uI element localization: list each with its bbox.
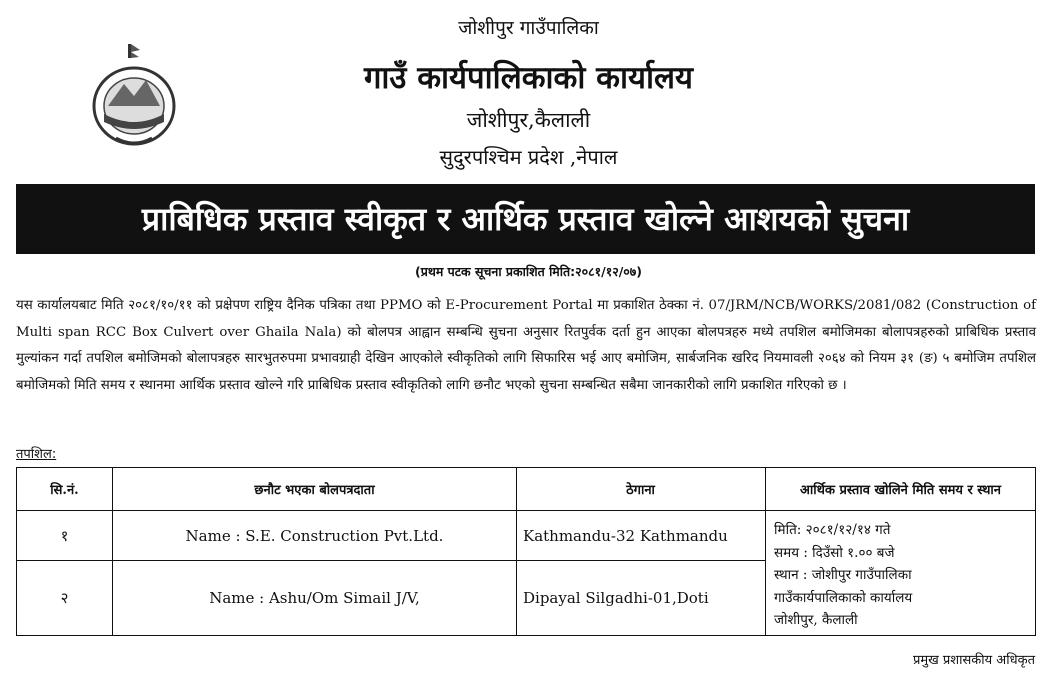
row-bidder: Name : Ashu/Om Simail J/V, bbox=[113, 561, 517, 636]
opening-place: स्थान : जोशीपुर गाउँपालिका bbox=[774, 567, 912, 583]
table-header-row bbox=[17, 468, 1036, 511]
opening-office: गाउँकार्यपालिकाको कार्यालय bbox=[774, 589, 913, 606]
row-sn: १ bbox=[17, 511, 113, 561]
row-sn: २ bbox=[17, 561, 113, 636]
table-label: तपशिल: bbox=[16, 447, 57, 462]
row-address: Dipayal Silgadhi-01,Doti bbox=[517, 561, 766, 636]
province-name: सुदुरपश्चिम प्रदेश ,नेपाल bbox=[439, 145, 618, 169]
bidders-table bbox=[16, 467, 1036, 636]
header-address: ठेगाना bbox=[517, 468, 766, 511]
municipality-name: जोशीपुर गाउँपालिका bbox=[458, 17, 599, 39]
signature-title: प्रमुख प्रशासकीय अधिकृत bbox=[912, 653, 1035, 668]
office-title: गाउँ कार्यपालिकाको कार्यालय bbox=[363, 60, 694, 96]
notice-body: यस कार्यालयबाट मिति २०८१/१०/११ को प्रक्षेपण राष्ट्रिय दैनिक पत्रिका तथा PPMO को E-Procurement Portal मा प्रकाशित ठेक्का नं. 07/JRM/NCB/WORKS/2081/082 (Construction of Multi span RCC Box Culvert over Ghaila Nala) को बोलपत्र आह्वान सम्बन्धि सुचना अनुसार रितपुर्वक दर्ता हुन आएका बोलपत्रहरु मध्ये तपशिल बमोजिमका बोलापत्रहरुको प्राबिधिक प्रस्ताव मुल्यांकन गर्दा तपशिल बमोजिमको बोलापत्रहरु सारभुतरुपमा प्रभावग्राही देखिन आएकोले स्वीकृतिको लागि सिफारिस भई आए बमोजिम, सार्बजनिक खरिद नियमावली २०६४ को नियम ३१ (ङ) ५ बमोजिम तपशिल बमोजिमको मिति समय र स्थानमा आर्थिक प्रस्ताव खोल्ने गरि प्राबिधिक प्रस्ताव स्वीकृतिको लागि छनौट भएको सुचना सम्बन्धित सबैमा जानकारीको लागि प्रकाशित गरिएको छ । bbox=[16, 298, 1036, 393]
opening-time: समय : दिउँसो १.०० बजे bbox=[774, 544, 895, 561]
header-sn: सि.नं. bbox=[17, 468, 113, 511]
header-opening: आर्थिक प्रस्ताव खोलिने मिति समय र स्थान bbox=[766, 468, 1036, 511]
row-bidder: Name : S.E. Construction Pvt.Ltd. bbox=[113, 511, 517, 561]
opening-details bbox=[766, 511, 1036, 636]
notice-title: प्राबिधिक प्रस्ताव स्वीकृत र आर्थिक प्रस्ताव खोल्ने आशयको सुचना bbox=[16, 184, 1035, 254]
opening-district: जोशीपुर, कैलाली bbox=[774, 612, 858, 628]
publication-date: (प्रथम पटक सूचना प्रकाशित मिति:२०८१/१२/०७) bbox=[415, 264, 642, 279]
header-bidder: छनौट भएका बोलपत्रदाता bbox=[113, 468, 517, 511]
opening-date: मिति: २०८१/१२/१४ गते bbox=[774, 522, 891, 538]
table-row bbox=[17, 511, 1036, 561]
row-address: Kathmandu-32 Kathmandu bbox=[517, 511, 766, 561]
office-location: जोशीपुर,कैलाली bbox=[466, 108, 591, 132]
